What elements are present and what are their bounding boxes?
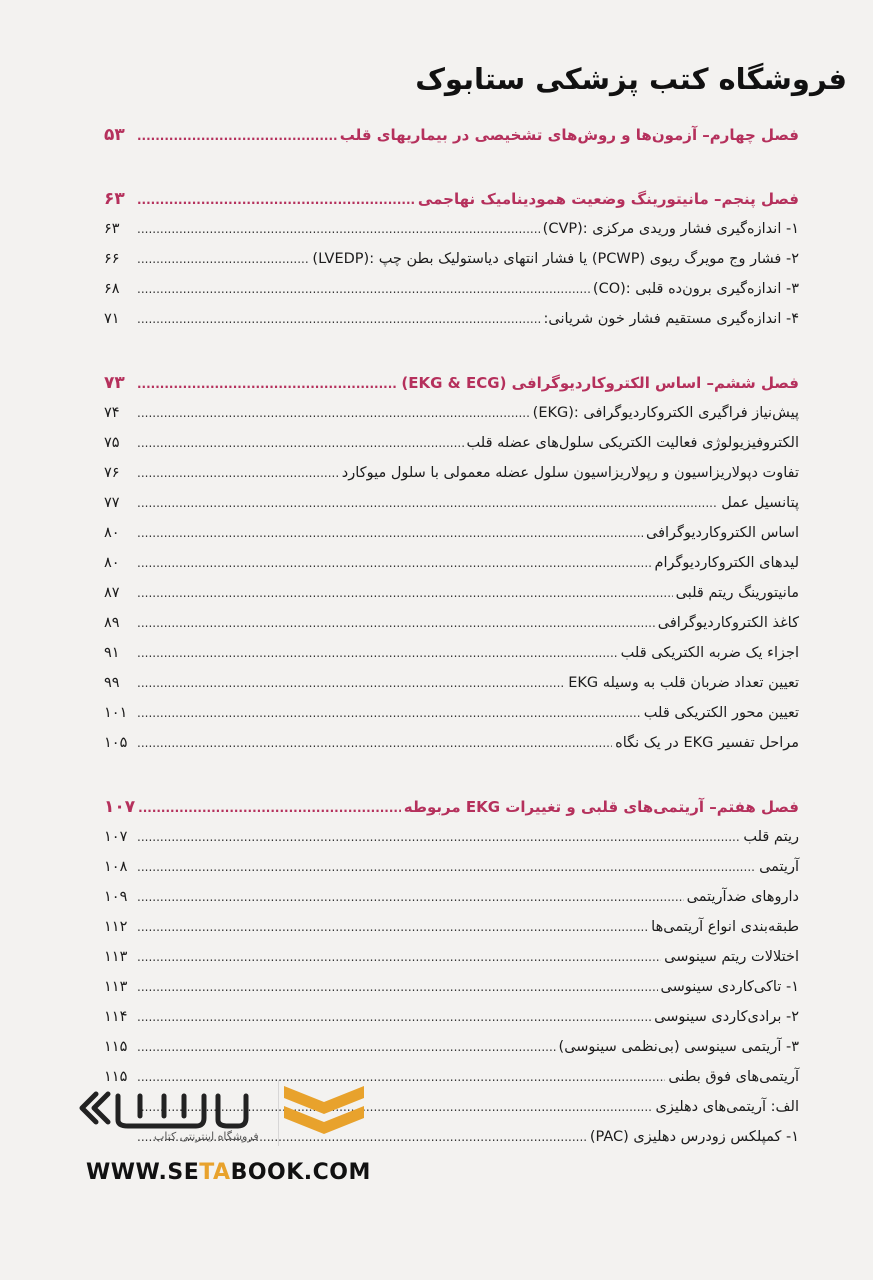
toc-entry-title: ۳- آریتمی سینوسی (بی‌نظمی سینوسی) (558, 1039, 799, 1055)
toc-gap (104, 758, 799, 792)
toc-entry-title: مراحل تفسیر EKG در یک نگاه (615, 735, 799, 751)
toc-item-row (104, 972, 799, 1002)
website-prefix: WWW.SE (86, 1160, 200, 1185)
toc-page-number: ۱۰۵ (104, 735, 128, 751)
toc-page-number: ۱۱۳ (104, 949, 128, 965)
website-url[interactable] (86, 1160, 371, 1185)
toc-leader-dots (137, 518, 643, 548)
toc-page-number: ۶۳ (104, 189, 125, 209)
toc-leader-dots (137, 942, 661, 972)
toc-entry-title: اساس الکتروکاردیوگرافی (646, 525, 799, 541)
toc-entry-title: فصل هفتم– آریتمی‌های قلبی و تغییرات EKG مربوطه (403, 798, 799, 816)
toc-leader-dots (137, 1032, 556, 1062)
website-suffix: BOOK.COM (230, 1160, 371, 1185)
toc-page-number: ۵۳ (104, 125, 125, 145)
toc-entry-title: آریتمی‌های فوق بطنی (668, 1069, 799, 1085)
toc-item-row (104, 488, 799, 518)
toc-page-number: ۱۰۷ (104, 797, 136, 817)
toc-leader-dots (137, 274, 590, 304)
toc-leader-dots (137, 882, 684, 912)
toc-item-row (104, 214, 799, 244)
table-of-contents (104, 120, 799, 1152)
toc-leader-dots (137, 912, 648, 942)
book-stack-icon (278, 1080, 370, 1146)
toc-gap (104, 334, 799, 368)
toc-item-row (104, 728, 799, 758)
toc-leader-dots (137, 698, 641, 728)
toc-leader-dots (137, 428, 464, 458)
toc-leader-dots (137, 244, 309, 274)
toc-entry-title: ۱- کمپلکس زودرس دهلیزی (PAC) (589, 1129, 799, 1145)
toc-item-row (104, 698, 799, 728)
toc-item-row (104, 822, 799, 852)
toc-leader-dots (137, 668, 565, 698)
toc-leader-dots (137, 1002, 651, 1032)
toc-page-number: ۷۴ (104, 405, 120, 421)
toc-item-row (104, 458, 799, 488)
toc-item-row (104, 638, 799, 668)
toc-leader-dots (137, 214, 540, 244)
toc-page-number: ۷۱ (104, 311, 120, 327)
toc-page-number: ۸۰ (104, 525, 120, 541)
toc-page-number: ۱۰۷ (104, 829, 128, 845)
toc-leader-dots (137, 185, 415, 215)
toc-item-row (104, 428, 799, 458)
toc-chapter-row (104, 792, 799, 822)
toc-entry-title: فصل چهارم– آزمون‌ها و روش‌های تشخیصی در بیماریهای قلب (339, 126, 799, 144)
toc-entry-title: ۳- اندازه‌گیری برون‌ده قلبی :(CO) (592, 281, 799, 297)
toc-leader-dots (137, 852, 756, 882)
toc-entry-title: داروهای ضدآریتمی (686, 889, 799, 905)
toc-entry-title: الف: آریتمی‌های دهلیزی (655, 1099, 799, 1115)
toc-entry-title: مانیتورینگ ریتم قلبی (675, 585, 799, 601)
logo-subtitle: فروشگاه اینترنتی کتاب (154, 1130, 259, 1143)
toc-page-number: ۸۰ (104, 555, 120, 571)
toc-leader-dots (137, 488, 718, 518)
toc-item-row (104, 518, 799, 548)
toc-item-row (104, 852, 799, 882)
toc-leader-dots (137, 398, 530, 428)
toc-page-number: ۷۳ (104, 373, 125, 393)
toc-leader-dots (137, 121, 337, 151)
toc-leader-dots (137, 972, 658, 1002)
toc-entry-title: تفاوت دپولاریزاسیون و رپولاریزاسیون سلول عضله معمولی با سلول میوکارد (341, 465, 799, 481)
toc-leader-dots (137, 578, 673, 608)
toc-gap (104, 150, 799, 184)
toc-entry-title: ۲- فشار وج مویرگ ریوی (PCWP) یا فشار انتهای دیاستولیک بطن چپ :(LVEDP) (312, 251, 799, 267)
store-title: فروشگاه کتب پزشکی ستابوک (415, 62, 847, 96)
toc-page-number: ۱۰۸ (104, 859, 128, 875)
toc-entry-title: تعیین محور الکتریکی قلب (643, 705, 799, 721)
toc-page-number: ۱۰۱ (104, 705, 128, 721)
toc-leader-dots (137, 369, 398, 399)
toc-item-row (104, 578, 799, 608)
toc-entry-title: ۴- اندازه‌گیری مستقیم فشار خون شریانی: (543, 311, 799, 327)
toc-page-number: ۱۱۳ (104, 979, 128, 995)
toc-leader-dots (137, 728, 612, 758)
toc-entry-title: الکتروفیزیولوژی فعالیت الکتریکی سلول‌های عضله قلب (466, 435, 799, 451)
toc-item-row (104, 274, 799, 304)
toc-entry-title: پیش‌نیاز فراگیری الکتروکاردیوگرافی :(EKG) (532, 405, 799, 421)
toc-leader-dots (137, 638, 618, 668)
toc-entry-title: ریتم قلب (743, 829, 799, 845)
toc-item-row (104, 1002, 799, 1032)
toc-item-row (104, 1032, 799, 1062)
toc-leader-dots (138, 793, 401, 823)
toc-page-number: ۹۱ (104, 645, 120, 661)
toc-item-row (104, 244, 799, 274)
toc-page-number: ۷۶ (104, 465, 120, 481)
toc-entry-title: آریتمی (759, 859, 799, 875)
toc-page-number: ۹۹ (104, 675, 120, 691)
toc-chapter-row (104, 120, 799, 150)
toc-entry-title: ۲- برادی‌کاردی سینوسی (654, 1009, 799, 1025)
toc-item-row (104, 668, 799, 698)
toc-page-number: ۱۱۵ (104, 1069, 128, 1085)
toc-leader-dots (137, 458, 339, 488)
toc-chapter-row (104, 368, 799, 398)
website-accent: TA (199, 1160, 231, 1185)
toc-entry-title: کاغذ الکتروکاردیوگرافی (657, 615, 799, 631)
toc-page-number: ۶۶ (104, 251, 120, 267)
toc-item-row (104, 304, 799, 334)
toc-page-number: ۷۷ (104, 495, 120, 511)
toc-item-row (104, 608, 799, 638)
toc-page-number: ۶۸ (104, 281, 120, 297)
toc-entry-title: فصل ششم– اساس الکتروکاردیوگرافی (EKG & ECG) (401, 374, 799, 392)
toc-page-number: ۸۹ (104, 615, 120, 631)
toc-page-number: ۸۷ (104, 585, 120, 601)
toc-item-row (104, 882, 799, 912)
toc-entry-title: ۱- اندازه‌گیری فشار وریدی مرکزی :(CVP) (542, 221, 799, 237)
setabook-logo (70, 1080, 380, 1150)
toc-item-row (104, 398, 799, 428)
toc-entry-title: پتانسیل عمل (721, 495, 799, 511)
toc-entry-title: تعیین تعداد ضربان قلب به وسیله EKG (568, 675, 799, 691)
toc-chapter-row (104, 184, 799, 214)
toc-item-row (104, 912, 799, 942)
toc-entry-title: ۱- تاکی‌کاردی سینوسی (660, 979, 799, 995)
toc-item-row (104, 942, 799, 972)
toc-page-number: ۱۰۹ (104, 889, 128, 905)
toc-leader-dots (137, 304, 541, 334)
toc-page-number: ۶۳ (104, 221, 120, 237)
toc-entry-title: طبقه‌بندی انواع آریتمی‌ها (651, 919, 799, 935)
toc-page-number: ۷۵ (104, 435, 120, 451)
toc-page-number: ۱۱۲ (104, 919, 128, 935)
toc-entry-title: لیدهای الکتروکاردیوگرام (654, 555, 799, 571)
toc-item-row (104, 548, 799, 578)
toc-leader-dots (137, 822, 740, 852)
toc-page-number: ۱۱۴ (104, 1009, 128, 1025)
toc-entry-title: اجزاء یک ضربه الکتریکی قلب (620, 645, 799, 661)
toc-entry-title: فصل پنجم– مانیتورینگ وضعیت همودینامیک نهاجمی (417, 190, 799, 208)
toc-entry-title: اختلالات ریتم سینوسی (664, 949, 799, 965)
toc-page-number: ۱۱۵ (104, 1039, 128, 1055)
toc-leader-dots (137, 548, 652, 578)
setabook-wordmark-icon (78, 1082, 258, 1136)
toc-leader-dots (137, 608, 655, 638)
